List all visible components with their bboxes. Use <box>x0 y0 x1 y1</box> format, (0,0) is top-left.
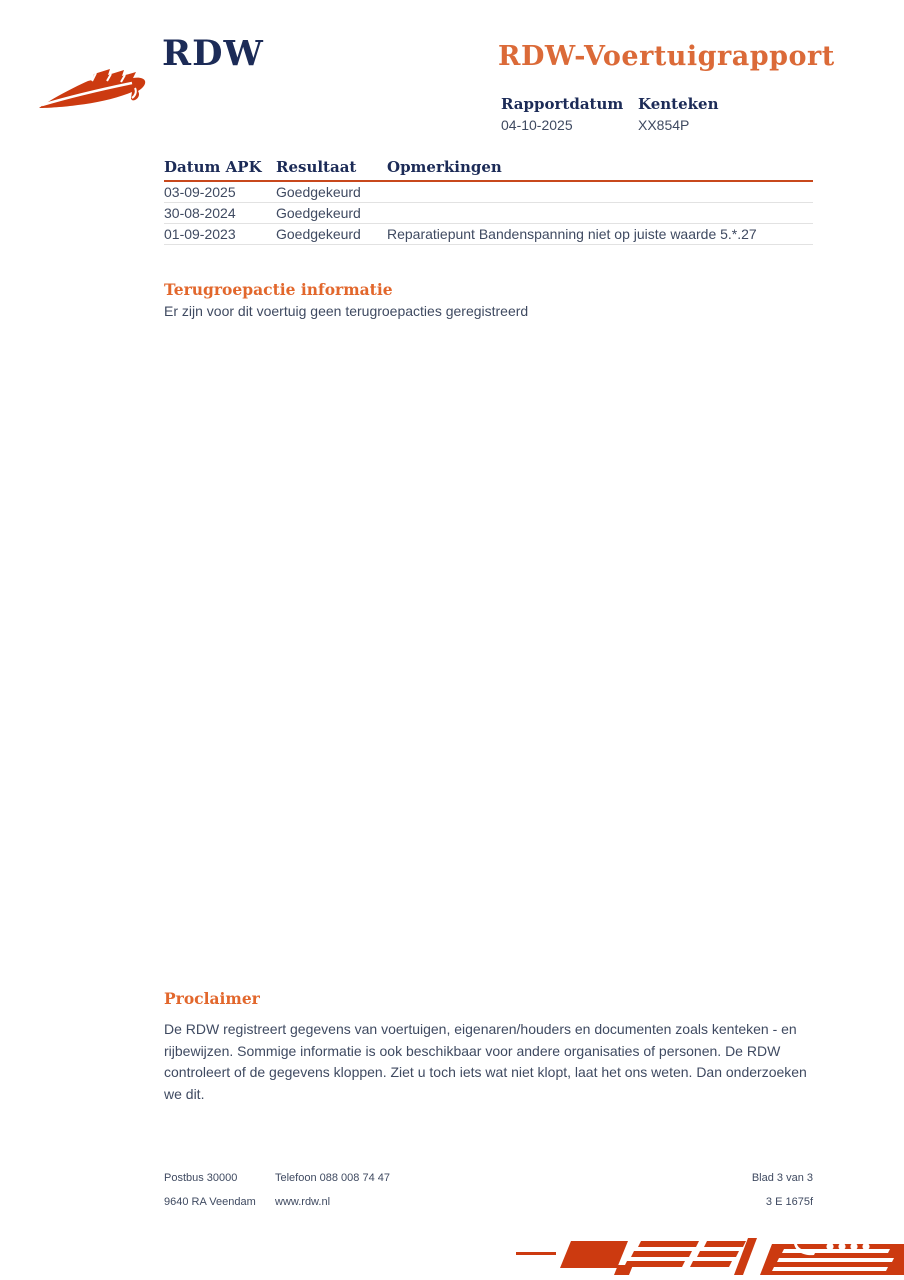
footer-row-2 <box>164 1196 813 1210</box>
apk-table-header-row <box>164 158 813 182</box>
apk-result-cell: Goedgekeurd <box>276 226 361 242</box>
table-row <box>164 203 813 224</box>
rdw-flag-icon <box>36 50 158 112</box>
license-plate-value: XX854P <box>638 117 690 133</box>
recall-section-heading: Terugroepactie informatie <box>164 280 393 299</box>
report-title: RDW-Voertuigrapport <box>498 41 835 72</box>
table-row <box>164 224 813 245</box>
apk-history-table <box>164 158 813 245</box>
footer-phone: Telefoon 088 008 74 47 <box>275 1172 390 1184</box>
recall-section-text: Er zijn voor dit voertuig geen terugroepacties geregistreerd <box>164 303 529 319</box>
apk-result-cell: Goedgekeurd <box>276 184 361 200</box>
footer-page-indicator: Blad 3 van 3 <box>751 1172 813 1184</box>
proclaimer-text: De RDW registreert gegevens van voertuigen, eigenaren/houders en documenten zoals kenteken - en rijbewijzen. Sommige informatie is ook beschikbaar voor andere organisaties of personen. De RDW controleert of de gegevens kloppen. Ziet u toch iets wat niet klopt, laat het ons weten. Dan onderzoeken we dit. <box>164 1021 807 1102</box>
column-header-datum-apk: Datum APK <box>164 158 262 176</box>
apk-result-cell: Goedgekeurd <box>276 205 361 221</box>
license-plate-label: Kenteken <box>638 95 719 113</box>
column-header-opmerkingen: Opmerkingen <box>387 158 502 176</box>
rdw-logo-text: RDW <box>162 33 264 74</box>
table-row <box>164 182 813 203</box>
apk-date-cell: 01-09-2023 <box>164 226 236 242</box>
column-header-resultaat: Resultaat <box>276 158 357 176</box>
apk-remarks-cell: Reparatiepunt Bandenspanning niet op juiste waarde 5.*.27 <box>387 226 757 242</box>
footer-row-1 <box>164 1172 813 1186</box>
report-date-label: Rapportdatum <box>501 95 624 113</box>
proclaimer-heading: Proclaimer <box>164 989 260 1008</box>
apk-date-cell: 30-08-2024 <box>164 205 236 221</box>
apk-date-cell: 03-09-2025 <box>164 184 236 200</box>
report-date-value: 04-10-2025 <box>501 117 573 133</box>
rdw-speed-stripes-graphic <box>498 1228 904 1280</box>
footer-address-line2: 9640 RA Veendam <box>164 1196 256 1208</box>
footer-website-link[interactable]: www.rdw.nl <box>275 1196 331 1208</box>
footer-form-code: 3 E 1675f <box>765 1196 813 1208</box>
footer-address-line1: Postbus 30000 <box>164 1172 238 1184</box>
